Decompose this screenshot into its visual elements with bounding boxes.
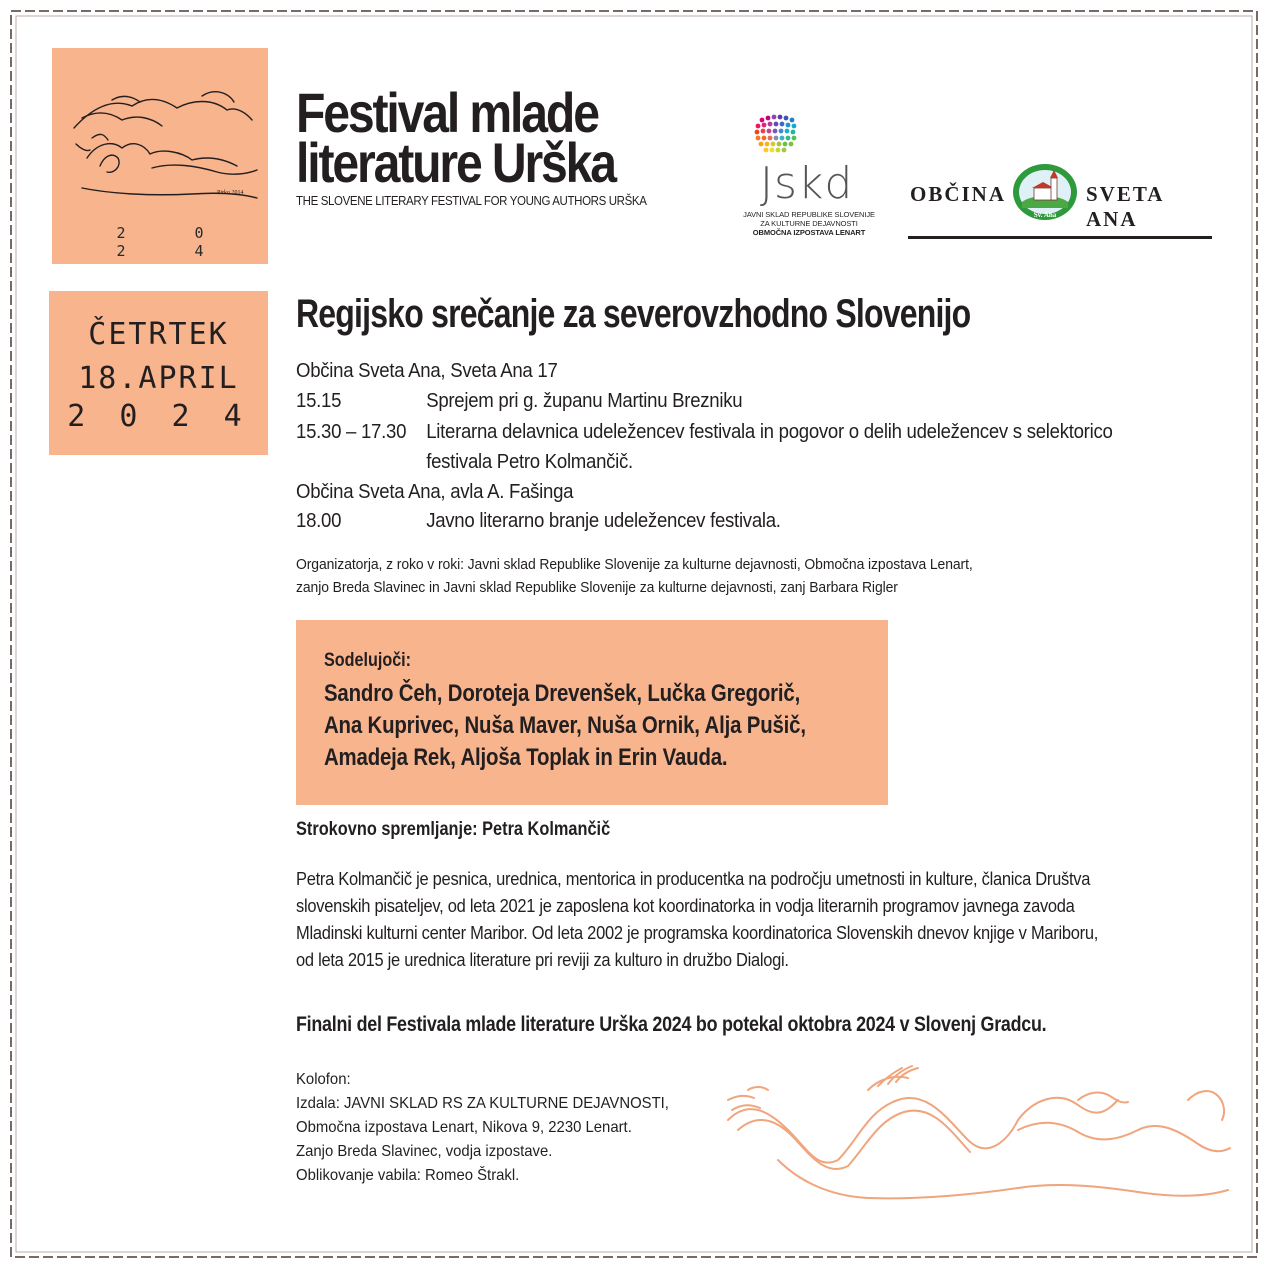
bio-line1: Petra Kolmančič je pesnica, urednica, mentorica in producentka na področju umetnosti in kulture, članica Društva [296,869,1091,889]
colophon-line3: Območna izpostava Lenart, Nikova 9, 2230 Lenart. [296,1119,632,1136]
participants-label: Sodelujoči: [324,650,412,671]
participants-box [296,620,888,805]
venue-1: Občina Sveta Ana, Sveta Ana 17 [296,360,558,382]
municipality-left-text: OBČINA [910,182,1007,206]
organizers-line2: zanjo Breda Slavinec in Javni sklad Republike Slovenije za kulturne dejavnosti, zanj Barbara Rigler [296,579,898,596]
organizers [296,553,973,599]
mentor-bio [296,866,1098,974]
program-row [296,421,1113,444]
festival-title-line1: Festival mlade [296,81,598,144]
event-date-box [49,291,268,455]
participants-line2: Ana Kuprivec, Nuša Maver, Nuša Ornik, Alja Pušič, [324,712,806,739]
jskd-caption [734,210,884,237]
program-row [296,510,781,533]
participants-names [324,678,806,774]
jskd-color-dots-icon [748,112,808,162]
crest-label: Sv. Ana [1033,211,1057,219]
venue-2: Občina Sveta Ana, avla A. Fašinga [296,481,574,503]
colophon [296,1068,669,1188]
program-desc-continued: festivala Petro Kolmančič. [426,451,633,473]
program-row [296,390,742,413]
page-heading: Regijsko srečanje za severovzhodno Slovenijo [296,292,971,336]
organizers-line1: Organizatorja, z roko v roki: Javni sklad Republike Slovenije za kulturne dejavnosti, Območna izpostava Lenart, [296,556,973,573]
decorative-waves-illustration [718,1060,1238,1210]
program-desc: Sprejem pri g. županu Martinu Brezniku [426,390,743,412]
event-date: 18.APRIL [78,361,239,396]
municipality-logo [908,164,1212,240]
program-time: 15.30 – 17.30 [296,421,407,443]
logo-year: 2 0 2 4 [116,224,234,260]
bio-line3: Mladinski kulturni center Maribor. Od leta 2002 je programska koordinatorica Slovenskih dnevov knjige v Mariboru, [296,923,1099,943]
program-time: 15.15 [296,390,342,412]
event-day: ČETRTEK [88,317,229,352]
bio-line2: slovenskih pisateljev, od leta 2021 je zaposlena kot koordinatorka in vodja literarnih programov javnega zavoda [296,896,1075,916]
colophon-line2: Izdala: JAVNI SKLAD RS ZA KULTURNE DEJAVNOSTI, [296,1095,669,1112]
colophon-line5: Oblikovanje vabila: Romeo Štrakl. [296,1167,520,1184]
festival-title-line2: literature Urška [296,131,615,194]
colophon-line4: Zanjo Breda Slavinec, vodja izpostave. [296,1143,553,1160]
jskd-caption-line1: JAVNI SKLAD REPUBLIKE SLOVENIJE [743,210,875,219]
program-desc: Javno literarno branje udeležencev festivala. [426,510,781,532]
municipality-divider [908,236,1212,239]
jskd-logo [740,112,880,242]
participants-line3: Amadeja Rek, Aljoša Toplak in Erin Vauda. [324,744,728,771]
reclining-figures-illustration [52,48,268,218]
program-desc: Literarna delavnica udeležencev festivala in pogovor o delih udeležencev s selektorico [426,421,1113,443]
jskd-wordmark: Jskd [760,158,854,209]
colophon-line1: Kolofon: [296,1071,351,1088]
festival-subtitle: THE SLOVENE LITERARY FESTIVAL FOR YOUNG AUTHORS URŠKA [296,194,647,208]
svg-text:Pirko 2014: Pirko 2014 [217,190,244,196]
municipality-right-text: SVETA ANA [1086,182,1164,231]
festival-logo [52,48,268,264]
jskd-caption-line2: ZA KULTURNE DEJAVNOSTI [760,219,858,228]
program-time: 18.00 [296,510,342,532]
festival-title-block [296,81,677,208]
bio-line4: od leta 2015 je urednica literature pri reviji za kulturo in družbo Dialogi. [296,950,789,970]
municipality-crest-icon [1010,162,1080,226]
program-row-continuation [296,451,633,474]
event-year: 2 0 2 4 [67,399,250,434]
mentor-heading: Strokovno spremljanje: Petra Kolmančič [296,819,611,840]
participants-line1: Sandro Čeh, Doroteja Drevenšek, Lučka Gregorič, [324,680,801,707]
final-announcement: Finalni del Festivala mlade literature Urška 2024 bo potekal oktobra 2024 v Slovenj Gradcu. [296,1013,1047,1036]
jskd-caption-line3: OBMOČNA IZPOSTAVA LENART [752,228,866,237]
